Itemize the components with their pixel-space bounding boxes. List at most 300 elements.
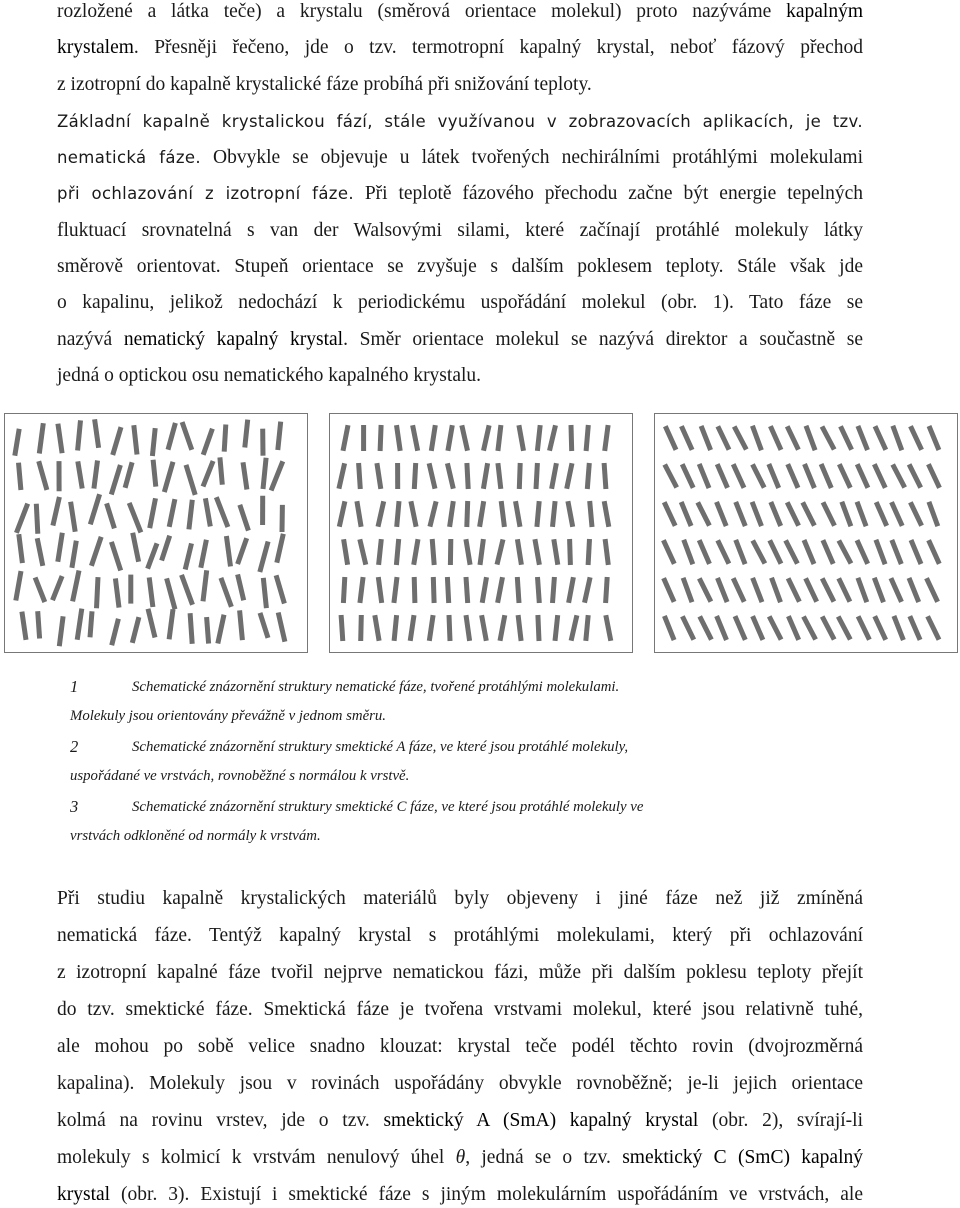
smectic-c-molecule xyxy=(735,616,745,640)
paragraph-2-line-2: nematická fáze. Tentýž kapalný krystal s protáhlými molekulami, který při ochlazování xyxy=(57,925,863,946)
smectic-c-molecule xyxy=(753,616,763,640)
nematic-molecule xyxy=(263,458,266,489)
smectic-c-molecule xyxy=(857,502,866,526)
smectic-a-molecule xyxy=(606,615,611,641)
nematic-molecule xyxy=(97,577,99,608)
smectic-c-molecule xyxy=(804,617,816,640)
smectic-a-molecule xyxy=(380,425,381,451)
smectic-a-molecule xyxy=(538,615,539,641)
smectic-c-molecule xyxy=(858,616,869,639)
paragraph-1-line-7: fluktuací srovnatelná s van der Walsovými silami, které začínají protáhlé molekuly látky xyxy=(57,220,863,241)
smectic-c-molecule xyxy=(892,540,902,564)
smectic-c-molecule xyxy=(841,426,852,449)
smectic-c-molecule xyxy=(839,464,850,488)
smectic-a-molecule xyxy=(519,425,524,451)
smectic-c-molecule xyxy=(806,578,817,601)
nematic-molecule xyxy=(260,613,268,638)
paragraph-1-line-4: Základní kapalně krystalickou fází, stále využívanou v zobrazovacích aplikacích, je tzv. xyxy=(57,112,863,131)
smectic-c-molecule xyxy=(910,616,920,640)
smectic-a-molecule xyxy=(397,501,399,527)
nematic-molecule xyxy=(218,615,224,644)
smectic-c-molecule xyxy=(787,426,798,449)
nematic-molecule xyxy=(203,570,207,601)
term-krystal: krystal xyxy=(57,1184,111,1205)
smectic-a-molecule xyxy=(343,425,348,451)
smectic-c-molecule xyxy=(909,464,921,487)
smectic-a-molecule xyxy=(606,577,608,603)
smectic-a-molecule xyxy=(448,425,452,451)
smectic-a-molecule xyxy=(518,615,521,641)
smectic-c-molecule xyxy=(717,502,727,526)
smectic-a-molecule xyxy=(498,577,503,603)
nematic-molecule xyxy=(39,461,47,490)
nematic-molecule xyxy=(78,461,82,488)
smectic-a-molecule xyxy=(414,577,415,603)
smectic-a-molecule xyxy=(586,615,588,641)
smectic-a-molecule xyxy=(554,539,558,565)
smectic-a-molecule xyxy=(604,463,606,489)
smectic-a-molecule xyxy=(360,577,363,603)
paragraph-2-line-9: krystal (obr. 3). Existují i smektické fáze s jiným molekulárním uspořádáním ve vrstvách, ale xyxy=(57,1184,863,1205)
smectic-a-molecule xyxy=(411,501,416,526)
smectic-c-molecule xyxy=(788,616,798,640)
nematic-molecule xyxy=(182,575,193,605)
smectic-c-molecule xyxy=(752,502,761,526)
smectic-c-molecule xyxy=(772,578,781,602)
smectic-a-molecule xyxy=(379,539,382,565)
nematic-molecule xyxy=(243,462,247,489)
smectic-c-molecule xyxy=(858,578,867,602)
paragraph-2-line-1: Při studiu kapalně krystalických materiálů byly objeveny i jiné fáze než již zmíněná xyxy=(57,888,863,909)
smectic-c-molecule xyxy=(874,578,883,602)
smectic-c-molecule xyxy=(699,464,709,488)
nematic-molecule xyxy=(111,542,120,571)
smectic-c-molecule xyxy=(718,540,729,563)
smectic-a-molecule xyxy=(605,425,608,451)
nematic-molecule xyxy=(95,419,99,448)
nematic-molecule xyxy=(38,611,40,638)
nematic-molecule xyxy=(201,540,207,568)
smectic-a-molecule xyxy=(430,501,436,526)
nematic-molecule xyxy=(185,543,191,569)
nematic-molecule xyxy=(19,534,23,563)
nematic-molecule xyxy=(203,461,213,487)
smectic-a-molecule xyxy=(555,615,558,641)
smectic-c-molecule xyxy=(875,616,886,640)
smectic-c-molecule xyxy=(683,578,692,602)
nematic-molecule xyxy=(134,425,137,454)
paragraph-1-line-1: rozložené a látka teče) a krystalu (směrová orientace molekul) proto nazýváme kapalným xyxy=(57,1,863,22)
caption-1-number: 1 xyxy=(70,677,79,696)
nematic-molecule xyxy=(112,619,119,645)
smectic-c-rods xyxy=(655,414,957,652)
paragraph-2-line-5: ale mohou po sobě velice snadno klouzat: krystal teče podél těchto rovin (dvojrozměrná xyxy=(57,1036,863,1057)
smectic-a-molecule xyxy=(501,501,504,527)
smectic-a-molecule xyxy=(394,577,397,603)
caption-1-line-2: Molekuly jsou orientovány převážně v jednom směru. xyxy=(70,708,386,724)
smectic-a-molecule xyxy=(484,425,490,450)
smectic-a-molecule xyxy=(410,615,414,641)
smectic-a-molecule xyxy=(587,463,589,489)
nematic-molecule xyxy=(53,576,63,600)
smectic-c-molecule xyxy=(664,502,675,526)
smectic-c-molecule xyxy=(753,578,762,602)
smectic-c-molecule xyxy=(928,464,939,488)
smectic-a-molecule xyxy=(500,615,505,641)
smectic-c-molecule xyxy=(681,502,691,526)
smectic-a-molecule xyxy=(447,577,448,603)
smectic-c-molecule xyxy=(787,502,798,525)
nematic-molecule xyxy=(216,497,228,527)
smectic-c-molecule xyxy=(822,617,834,640)
nematic-molecule xyxy=(16,571,21,600)
smectic-c-molecule xyxy=(682,616,693,639)
paragraph-2-line-8: molekuly s kolmicí k vrstvám nenulový úhel θ, jedná se o tzv. smektický C (SmC) kapalný xyxy=(57,1147,863,1168)
nematic-molecule xyxy=(207,617,209,644)
smectic-a-molecule xyxy=(497,539,503,564)
smectic-c-molecule xyxy=(823,502,835,525)
smectic-a-molecule xyxy=(588,539,589,565)
smectic-a-molecule xyxy=(450,501,454,527)
nematic-molecule xyxy=(221,578,232,607)
paragraph-1-line-11: jedná o optickou osu nematického kapalného krystalu. xyxy=(57,365,482,386)
nematic-molecule xyxy=(162,536,170,561)
smectic-a-molecule xyxy=(517,539,521,565)
smectic-c-molecule xyxy=(876,540,885,564)
smectic-a-molecule xyxy=(339,463,345,488)
smectic-c-molecule xyxy=(736,502,746,526)
smectic-c-molecule xyxy=(910,502,921,525)
nematic-molecule xyxy=(72,541,76,568)
smectic-c-molecule xyxy=(821,464,831,488)
smectic-a-molecule xyxy=(462,425,468,450)
smectic-c-molecule xyxy=(699,578,711,601)
smectic-c-molecule xyxy=(752,426,761,450)
nematic-molecule xyxy=(90,611,92,637)
caption-2-line-1: Schematické znázornění struktury smektické A fáze, ve které jsou protáhlé molekuly, xyxy=(132,739,629,755)
figure-smectic-a-panel xyxy=(329,413,633,653)
nematic-molecule xyxy=(271,461,283,490)
paragraph-2-line-6: kapalina). Molekuly jsou v rovinách uspořádány obvykle rovnoběžně; je-li jejich orientace xyxy=(57,1073,863,1094)
smectic-a-molecule xyxy=(466,577,468,603)
nematic-molecule xyxy=(113,427,121,455)
smectic-c-molecule xyxy=(770,426,781,450)
smectic-c-molecule xyxy=(876,502,887,526)
smectic-c-molecule xyxy=(665,465,677,488)
paragraph-1-line-5: nematická fáze. Obvykle se objevuje u látek tvořených nechirálními protáhlými molekulami xyxy=(57,147,863,168)
smectic-a-molecule xyxy=(344,539,348,565)
smectic-c-molecule xyxy=(858,426,868,450)
figure-smectic-c-panel xyxy=(654,413,958,653)
smectic-a-molecule xyxy=(414,539,418,565)
smectic-c-molecule xyxy=(803,502,815,525)
smectic-a-molecule xyxy=(535,539,540,565)
smectic-a-molecule xyxy=(357,501,361,527)
smectic-c-molecule xyxy=(684,540,693,564)
nematic-molecule xyxy=(107,503,115,528)
smectic-c-molecule xyxy=(823,540,833,564)
nematic-molecule xyxy=(226,536,230,566)
nematic-molecule xyxy=(164,462,173,492)
smectic-c-molecule xyxy=(857,464,868,488)
smectic-c-molecule xyxy=(893,426,902,450)
nematic-molecule xyxy=(189,500,192,530)
nematic-molecule xyxy=(125,462,132,488)
smectic-a-rods xyxy=(330,414,632,652)
smectic-c-molecule xyxy=(857,540,868,564)
paragraph-1-line-6: při ochlazování z izotropní fáze. Při teplotě fázového přechodu začne být energie tepelných xyxy=(57,183,864,204)
nematic-molecule xyxy=(15,429,19,456)
smectic-a-molecule xyxy=(571,615,577,640)
smectic-c-molecule xyxy=(717,616,727,640)
smectic-c-molecule xyxy=(664,578,675,602)
smectic-c-molecule xyxy=(842,502,851,526)
smectic-a-molecule xyxy=(552,463,557,489)
term-nematicky-kapalny-krystal: nematický kapalný krystal xyxy=(123,329,344,350)
nematic-molecule xyxy=(150,498,156,528)
paragraph-1-line-2: krystalem. Přesněji řečeno, jde o tzv. termotropní kapalný krystal, neboť fázový přechod xyxy=(57,37,863,58)
smectic-a-molecule xyxy=(553,501,556,527)
smectic-c-molecule xyxy=(788,464,798,488)
nematic-molecule xyxy=(190,613,192,644)
nematic-molecule xyxy=(278,422,281,450)
smectic-a-molecule xyxy=(339,501,345,526)
nematic-molecule xyxy=(39,423,43,453)
smectic-a-molecule xyxy=(377,463,381,489)
smectic-c-molecule xyxy=(700,616,712,639)
smectic-c-molecule xyxy=(788,578,799,601)
smectic-a-molecule xyxy=(537,425,540,451)
smectic-c-molecule xyxy=(682,464,693,488)
smectic-c-molecule xyxy=(874,464,885,488)
smectic-a-molecule xyxy=(550,425,556,450)
nematic-molecule xyxy=(36,504,38,534)
nematic-molecule xyxy=(58,424,62,454)
nematic-molecule xyxy=(148,543,157,568)
smectic-c-molecule xyxy=(893,465,905,488)
nematic-molecule xyxy=(71,502,76,532)
smectic-a-molecule xyxy=(378,501,384,526)
caption-3-line-2: vrstvách odkloněné od normály k vrstvám. xyxy=(70,828,321,844)
smectic-a-molecule xyxy=(433,577,434,603)
smectic-c-molecule xyxy=(753,541,765,564)
theta-symbol: θ xyxy=(455,1147,466,1168)
paragraph-2-line-4: do tzv. smektické fáze. Smektická fáze je tvořena vrstvami molekul, které jsou relativně tuhé, xyxy=(57,999,863,1020)
nematic-molecule xyxy=(91,537,101,566)
smectic-a-molecule xyxy=(519,463,520,489)
smectic-c-molecule xyxy=(805,464,815,488)
smectic-a-molecule xyxy=(567,463,572,488)
nematic-rods xyxy=(5,414,307,652)
nematic-molecule xyxy=(169,499,175,527)
smectic-c-molecule xyxy=(786,540,798,563)
nematic-molecule xyxy=(238,538,247,564)
nematic-molecule xyxy=(152,428,155,456)
smectic-c-molecule xyxy=(891,578,902,602)
smectic-c-molecule xyxy=(928,616,939,639)
smectic-a-molecule xyxy=(447,463,453,488)
smectic-a-molecule xyxy=(517,577,519,603)
smectic-c-molecule xyxy=(804,540,814,564)
smectic-a-molecule xyxy=(429,463,435,488)
smectic-a-molecule xyxy=(604,501,609,527)
nematic-molecule xyxy=(277,534,284,563)
smectic-a-molecule xyxy=(429,615,433,641)
smectic-c-molecule xyxy=(717,464,727,488)
smectic-a-molecule xyxy=(553,577,555,603)
nematic-molecule xyxy=(245,420,248,448)
nematic-molecule xyxy=(16,504,27,533)
smectic-c-molecule xyxy=(894,616,904,640)
smectic-c-molecule xyxy=(909,578,919,602)
smectic-a-molecule xyxy=(341,615,343,641)
smectic-a-molecule xyxy=(516,501,521,527)
smectic-c-molecule xyxy=(892,502,903,526)
smectic-a-molecule xyxy=(467,463,468,489)
smectic-c-molecule xyxy=(806,426,815,450)
nematic-molecule xyxy=(19,463,21,490)
smectic-a-molecule xyxy=(378,577,381,603)
smectic-c-molecule xyxy=(733,578,744,602)
nematic-molecule xyxy=(205,498,210,526)
smectic-a-molecule xyxy=(360,539,366,564)
smectic-c-molecule xyxy=(929,502,938,526)
nematic-molecule xyxy=(240,610,243,640)
smectic-a-molecule xyxy=(466,539,470,565)
nematic-molecule xyxy=(149,577,153,607)
smectic-a-molecule xyxy=(585,577,591,602)
smectic-a-molecule xyxy=(397,425,401,451)
nematic-molecule xyxy=(153,460,156,487)
nematic-molecule xyxy=(58,533,63,562)
smectic-a-molecule xyxy=(343,577,344,603)
nematic-molecule xyxy=(35,578,45,603)
nematic-molecule xyxy=(77,609,82,640)
smectic-a-molecule xyxy=(449,615,450,641)
nematic-molecule xyxy=(278,613,285,642)
smectic-c-molecule xyxy=(681,426,692,450)
smectic-c-molecule xyxy=(839,541,851,564)
nematic-molecule xyxy=(129,503,141,533)
smectic-c-molecule xyxy=(699,540,709,564)
smectic-c-molecule xyxy=(733,464,744,488)
nematic-molecule xyxy=(59,616,63,646)
paragraph-1-line-9: o kapalinu, jelikož nedochází k periodickému uspořádání molekul (obr. 1). Tato fáze se xyxy=(57,292,863,313)
smectic-c-molecule xyxy=(822,427,834,450)
smectic-c-molecule xyxy=(664,616,674,640)
smectic-a-molecule xyxy=(482,577,486,603)
nematic-molecule xyxy=(53,497,60,526)
caption-1-line-1: Schematické znázornění struktury nematické fáze, tvořené protáhlými molekulami. xyxy=(132,679,620,695)
smectic-c-molecule xyxy=(822,578,834,601)
smectic-a-molecule xyxy=(432,539,434,565)
term-krystalem: krystalem xyxy=(57,37,134,58)
smectic-c-molecule xyxy=(911,426,922,450)
smectic-a-molecule xyxy=(568,501,573,527)
term-smekticky-a: smektický A (SmA) kapalný krystal xyxy=(383,1110,699,1131)
smectic-a-molecule xyxy=(586,425,588,451)
smectic-c-molecule xyxy=(665,426,676,450)
nematic-molecule xyxy=(78,420,81,450)
nematic-molecule xyxy=(132,617,139,643)
smectic-a-molecule xyxy=(590,501,592,527)
smectic-a-molecule xyxy=(483,463,487,489)
nematic-molecule xyxy=(203,429,212,455)
caption-3-line-1: Schematické znázornění struktury smektické C fáze, ve které jsou protáhlé molekuly ve xyxy=(132,799,644,815)
smectic-c-molecule xyxy=(753,464,765,487)
smectic-a-molecule xyxy=(480,539,483,565)
smectic-a-molecule xyxy=(570,539,571,565)
figure-nematic-panel xyxy=(4,413,308,653)
nematic-molecule xyxy=(224,425,226,452)
nematic-molecule xyxy=(111,465,120,495)
smectic-a-molecule xyxy=(375,615,379,641)
smectic-a-molecule xyxy=(431,425,435,451)
paragraph-1-line-10: nazývá nematický kapalný krystal. Směr orientace molekul se nazývá direktor a součastně se xyxy=(57,329,863,350)
paragraph-1-line-3: z izotropní do kapalně krystalické fáze probíhá při snižování teploty. xyxy=(57,74,592,95)
smectic-a-molecule xyxy=(498,425,501,451)
nematic-molecule xyxy=(90,494,99,524)
smectic-c-molecule xyxy=(769,616,781,639)
smectic-a-molecule xyxy=(467,501,468,527)
term-kapalnym: kapalným xyxy=(786,1,863,22)
smectic-a-molecule xyxy=(414,463,415,489)
smectic-a-molecule xyxy=(536,463,537,489)
nematic-molecule xyxy=(263,578,266,608)
smectic-a-molecule xyxy=(466,615,470,641)
smectic-a-molecule xyxy=(413,425,418,450)
smectic-c-molecule xyxy=(698,502,710,525)
nematic-molecule xyxy=(276,575,284,603)
nematic-molecule xyxy=(220,457,222,484)
smectic-c-molecule xyxy=(927,578,938,602)
term-smekticky-c: smektický C (SmC) kapalný xyxy=(622,1147,863,1168)
smectic-c-molecule xyxy=(929,540,940,564)
smectic-a-molecule xyxy=(538,577,540,603)
paragraph-2-line-7: kolmá na rovinu vrstev, jde o tzv. smektický A (SmA) kapalný krystal (obr. 2), svírají-li xyxy=(57,1110,863,1131)
smectic-c-molecule xyxy=(771,502,781,526)
smectic-a-molecule xyxy=(571,425,572,451)
smectic-c-molecule xyxy=(770,540,781,563)
nematic-molecule xyxy=(186,465,195,495)
smectic-a-molecule xyxy=(605,539,608,565)
smectic-c-molecule xyxy=(838,617,850,640)
smectic-a-molecule xyxy=(569,577,574,603)
nematic-molecule xyxy=(94,461,98,489)
nematic-molecule xyxy=(169,609,173,639)
nematic-molecule xyxy=(240,505,249,531)
nematic-molecule xyxy=(133,533,139,562)
nematic-molecule xyxy=(148,609,155,638)
caption-2-line-2: uspořádané ve vrstvách, rovnoběžné s normálou k vrstvě. xyxy=(70,768,410,784)
smectic-c-molecule xyxy=(875,426,886,450)
smectic-a-molecule xyxy=(480,501,484,527)
smectic-a-molecule xyxy=(394,615,397,641)
smectic-c-molecule xyxy=(769,464,779,488)
smectic-c-molecule xyxy=(839,578,850,601)
smectic-c-molecule xyxy=(911,540,921,564)
nematic-molecule xyxy=(73,571,79,602)
nematic-molecule xyxy=(260,542,268,573)
smectic-c-molecule xyxy=(718,426,729,449)
nematic-molecule xyxy=(115,578,119,607)
nematic-molecule xyxy=(182,422,192,450)
smectic-a-molecule xyxy=(361,615,362,641)
smectic-a-molecule xyxy=(396,539,398,565)
smectic-a-molecule xyxy=(482,615,487,641)
nematic-molecule xyxy=(168,423,175,450)
nematic-molecule xyxy=(22,612,26,640)
